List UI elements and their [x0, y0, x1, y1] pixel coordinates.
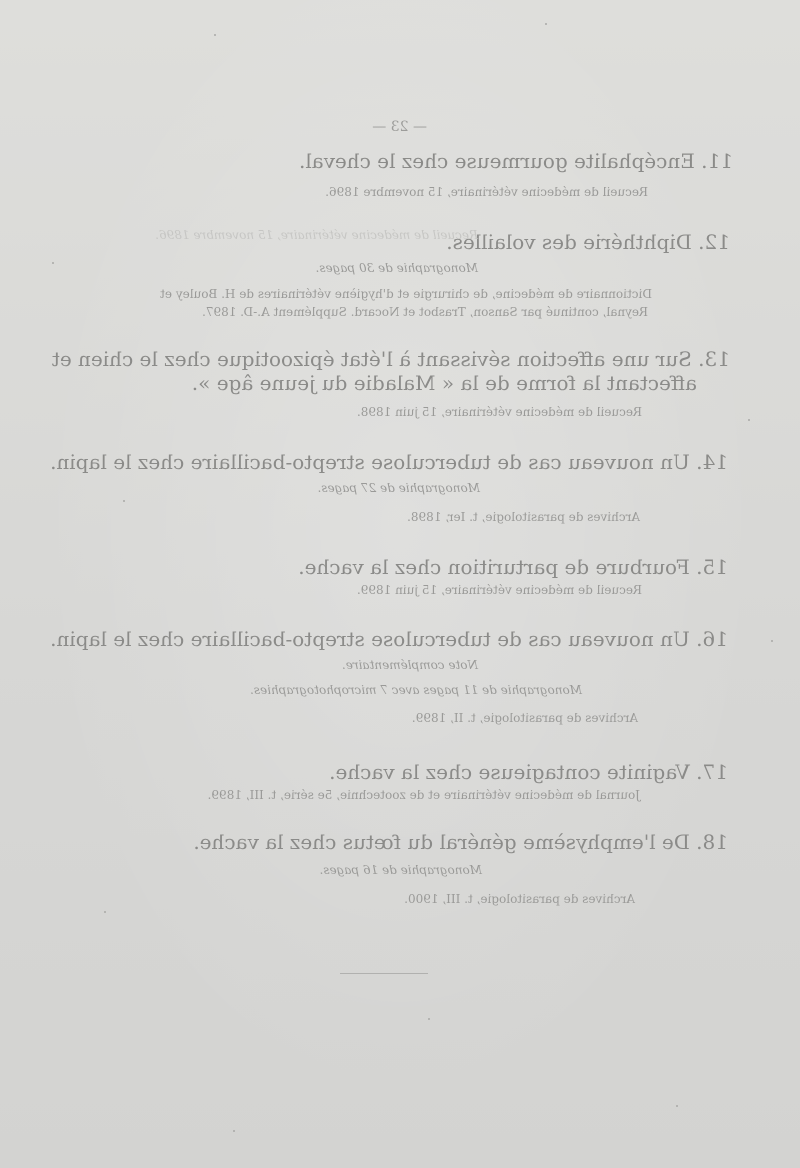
entry-12-faint-source: Recueil de médecine vétérinaire, 15 novembre 1896.	[155, 228, 478, 242]
entry-14-source: Archives de parasitologie, t. Ier, 1898.	[407, 510, 640, 524]
entry-15-title: 15. Fourbure de parturition chez la vache.	[298, 555, 728, 579]
entry-16-note: Note complémentaire.	[341, 658, 478, 672]
entry-12-title: 12. Diphthérie des volailles.	[446, 230, 730, 254]
entry-18-monograph: Monographie de 16 pages.	[319, 863, 482, 877]
scan-speck	[428, 1018, 430, 1020]
scan-speck	[123, 500, 125, 502]
entry-13-title-continued: affectant la forme de la « Maladie du jeune âge ».	[191, 371, 697, 395]
entry-17-title: 17. Vaginite contagieuse chez la vache.	[329, 760, 728, 784]
entry-13-source: Recueil de médecine vétérinaire, 15 juin 1898.	[356, 405, 642, 419]
entry-16-monograph: Monographie de 11 pages avec 7 microphotographies.	[250, 683, 582, 697]
scan-speck	[233, 1130, 235, 1132]
entry-11-source: Recueil de médecine vétérinaire, 15 novembre 1896.	[325, 185, 648, 199]
entry-14-title: 14. Un nouveau cas de tuberculose strepto-bacillaire chez le lapin.	[50, 450, 728, 474]
scan-speck	[676, 1105, 678, 1107]
entry-15-source: Recueil de médecine vétérinaire, 15 juin 1899.	[356, 583, 642, 597]
entry-18-source: Archives de parasitologie, t. III, 1900.	[404, 892, 635, 906]
scan-speck	[748, 419, 750, 421]
entry-12-source-line-2: Reynal, continué par Sanson, Trasbot et Nocard. Supplément A.-D. 1897.	[202, 305, 648, 319]
page-number: — 23 —	[372, 119, 427, 135]
scan-speck	[104, 911, 106, 913]
entry-18-title: 18. De l'emphysème général du fœtus chez la vache.	[193, 830, 728, 854]
entry-16-title: 16. Un nouveau cas de tuberculose strepto-bacillaire chez le lapin.	[50, 627, 728, 651]
entry-14-monograph: Monographie de 27 pages.	[317, 481, 480, 495]
entry-16-source: Archives de parasitologie, t. II, 1899.	[411, 711, 638, 725]
closing-rule	[340, 973, 428, 974]
scan-speck	[545, 23, 547, 25]
entry-11-title: 11. Encéphalite gourmeuse chez le cheval.	[298, 149, 733, 173]
scan-speck	[771, 640, 773, 642]
scan-speck	[52, 262, 54, 264]
scan-speck	[214, 34, 216, 36]
entry-12-monograph: Monographie de 30 pages.	[315, 261, 478, 275]
entry-13-title: 13. Sur une affection sévissant à l'état épizootique chez le chien et	[51, 347, 730, 371]
entry-12-source-line-1: Dictionnaire de médecine, de chirurgie et d'hygiène vétérinaires de H. Bouley et	[160, 287, 652, 301]
entry-17-source: Journal de médecine vétérinaire et de zootechnie, 5e série, t. III, 1899.	[207, 788, 640, 802]
